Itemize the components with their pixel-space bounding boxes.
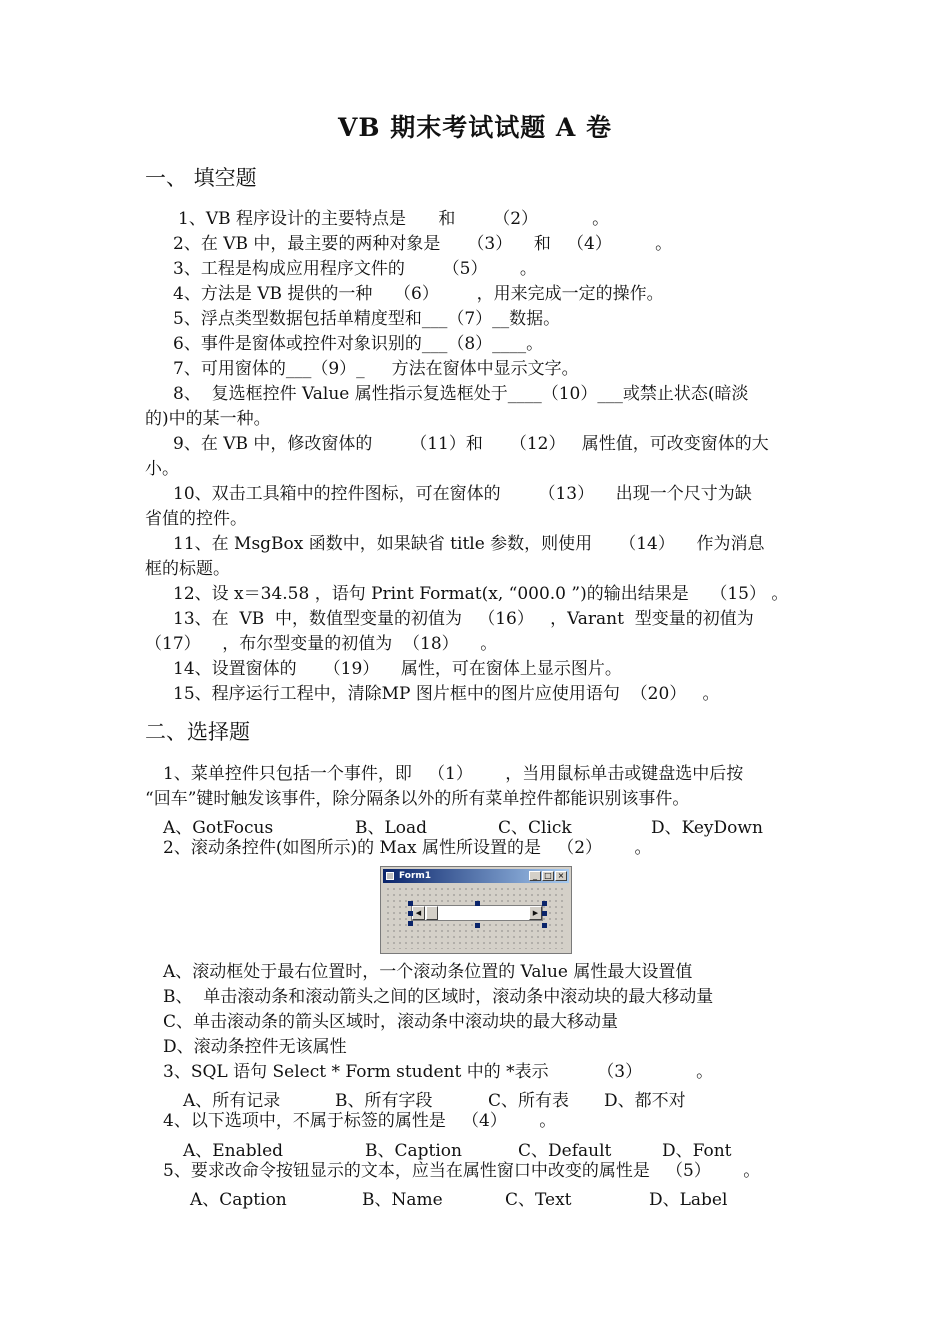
choice-q2-option-c: C、单击滚动条的箭头区域时，滚动条中滚动块的最大移动量	[163, 1012, 619, 1032]
choice-q4-option-b: B、Caption	[365, 1141, 462, 1161]
choice-q1-option-b: B、Load	[355, 818, 428, 838]
choice-q2-option-b: B、 单击滚动条和滚动箭头之间的区域时，滚动条中滚动块的最大移动量	[163, 987, 714, 1007]
choice-q3-option-c: C、所有表	[488, 1091, 570, 1111]
page-title: VB 期末考试试题 A 卷	[337, 113, 613, 142]
fill-question-13-cont: （17） ，布尔型变量的初值为 （18） 。	[145, 634, 498, 654]
choice-q1-option-d: D、KeyDown	[651, 818, 763, 838]
fill-question-3: 3、工程是构成应用程序文件的 （5） 。	[173, 259, 537, 279]
choice-q4-option-c: C、Default	[518, 1141, 612, 1161]
choice-q5-option-d: D、Label	[649, 1190, 728, 1210]
scroll-left-arrow-icon: ◀	[412, 906, 425, 920]
choice-question-5: 5、要求改命令按钮显示的文本，应当在属性窗口中改变的属性是 （5） 。	[163, 1161, 761, 1181]
fill-question-10: 10、双击工具箱中的控件图标，可在窗体的 （13） 出现一个尺寸为缺	[173, 484, 752, 504]
choice-question-4: 4、以下选项中，不属于标签的属性是 （4） 。	[163, 1111, 557, 1131]
form1-titlebar	[383, 869, 569, 883]
fill-question-1: 1、VB 程序设计的主要特点是 和 （2） 。	[178, 209, 610, 229]
selection-handle	[542, 923, 547, 928]
fill-question-11-cont: 框的标题。	[145, 559, 230, 579]
choice-q2-option-d: D、滚动条控件无该属性	[163, 1037, 347, 1057]
choice-q5-option-b: B、Name	[362, 1190, 443, 1210]
minimize-icon: _	[529, 871, 541, 881]
section-heading-choice: 二、选择题	[145, 720, 250, 744]
selection-handle	[475, 901, 480, 906]
scroll-thumb	[426, 906, 438, 920]
fill-question-8-cont: 的)中的某一种。	[145, 409, 271, 429]
choice-question-1: 1、菜单控件只包括一个事件，即 （1） ，当用鼠标单击或键盘选中后按	[163, 764, 744, 784]
horizontal-scrollbar	[411, 905, 543, 921]
scroll-right-arrow-icon: ▶	[529, 906, 542, 920]
selection-handle	[542, 911, 547, 916]
choice-q1-option-a: A、GotFocus	[163, 818, 274, 838]
choice-question-2: 2、滚动条控件(如图所示)的 Max 属性所设置的是 （2） 。	[163, 838, 652, 858]
form1-window-image	[380, 866, 572, 954]
form-icon	[386, 872, 394, 880]
fill-question-7: 7、可用窗体的___（9）_ 方法在窗体中显示文字。	[173, 359, 579, 379]
choice-q4-option-a: A、Enabled	[183, 1141, 284, 1161]
fill-question-14: 14、设置窗体的 （19） 属性，可在窗体上显示图片。	[173, 659, 622, 679]
fill-question-11: 11、在 MsgBox 函数中，如果缺省 title 参数，则使用 （14） 作为消息	[173, 534, 765, 554]
choice-q1-option-c: C、Click	[498, 818, 572, 838]
choice-question-3: 3、SQL 语句 Select * Form student 中的 *表示 （3） 。	[163, 1062, 714, 1082]
close-icon: ×	[555, 871, 567, 881]
fill-question-8: 8、 复选框控件 Value 属性指示复选框处于____（10）___或禁止状态(暗淡	[173, 384, 749, 404]
selection-handle	[475, 923, 480, 928]
selection-handle	[408, 921, 413, 926]
fill-question-15: 15、程序运行工程中，清除MP 图片框中的图片应使用语句 （20） 。	[173, 684, 720, 704]
choice-q3-option-d: D、都不对	[604, 1091, 686, 1111]
selection-handle	[542, 901, 547, 906]
fill-question-12: 12、设 x＝34.58 ，语句 Print Format(x, “000.0 ”)的输出结果是 （15） 。	[173, 584, 789, 604]
choice-q5-option-c: C、Text	[505, 1190, 572, 1210]
choice-q3-option-a: A、所有记录	[183, 1091, 281, 1111]
fill-question-9: 9、在 VB 中，修改窗体的 （11）和 （12） 属性值，可改变窗体的大	[173, 434, 769, 454]
choice-q4-option-d: D、Font	[662, 1141, 732, 1161]
fill-question-10-cont: 省值的控件。	[145, 509, 247, 529]
selection-handle	[408, 901, 413, 906]
fill-question-2: 2、在 VB 中，最主要的两种对象是 （3） 和 （4） 。	[173, 234, 673, 254]
section-heading-fill-in: 一、 填空题	[145, 166, 257, 190]
fill-question-4: 4、方法是 VB 提供的一种 （6） ，用来完成一定的操作。	[173, 284, 664, 304]
selection-handle	[408, 911, 413, 916]
fill-question-5: 5、浮点类型数据包括单精度型和___（7）__数据。	[173, 309, 561, 329]
choice-question-1-cont: “回车”键时触发该事件，除分隔条以外的所有菜单控件都能识别该事件。	[145, 789, 690, 809]
choice-q5-option-a: A、Caption	[190, 1190, 287, 1210]
fill-question-9-cont: 小。	[145, 459, 179, 479]
form1-title: Form1	[399, 871, 432, 881]
choice-q2-option-a: A、滚动框处于最右位置时，一个滚动条位置的 Value 属性最大设置值	[163, 962, 693, 982]
fill-question-6: 6、事件是窗体或控件对象识别的___（8）____。	[173, 334, 544, 354]
choice-q3-option-b: B、所有字段	[335, 1091, 433, 1111]
fill-question-13: 13、在 VB 中，数值型变量的初值为 （16） ，Varant 型变量的初值为	[173, 609, 754, 629]
maximize-icon: □	[542, 871, 554, 881]
